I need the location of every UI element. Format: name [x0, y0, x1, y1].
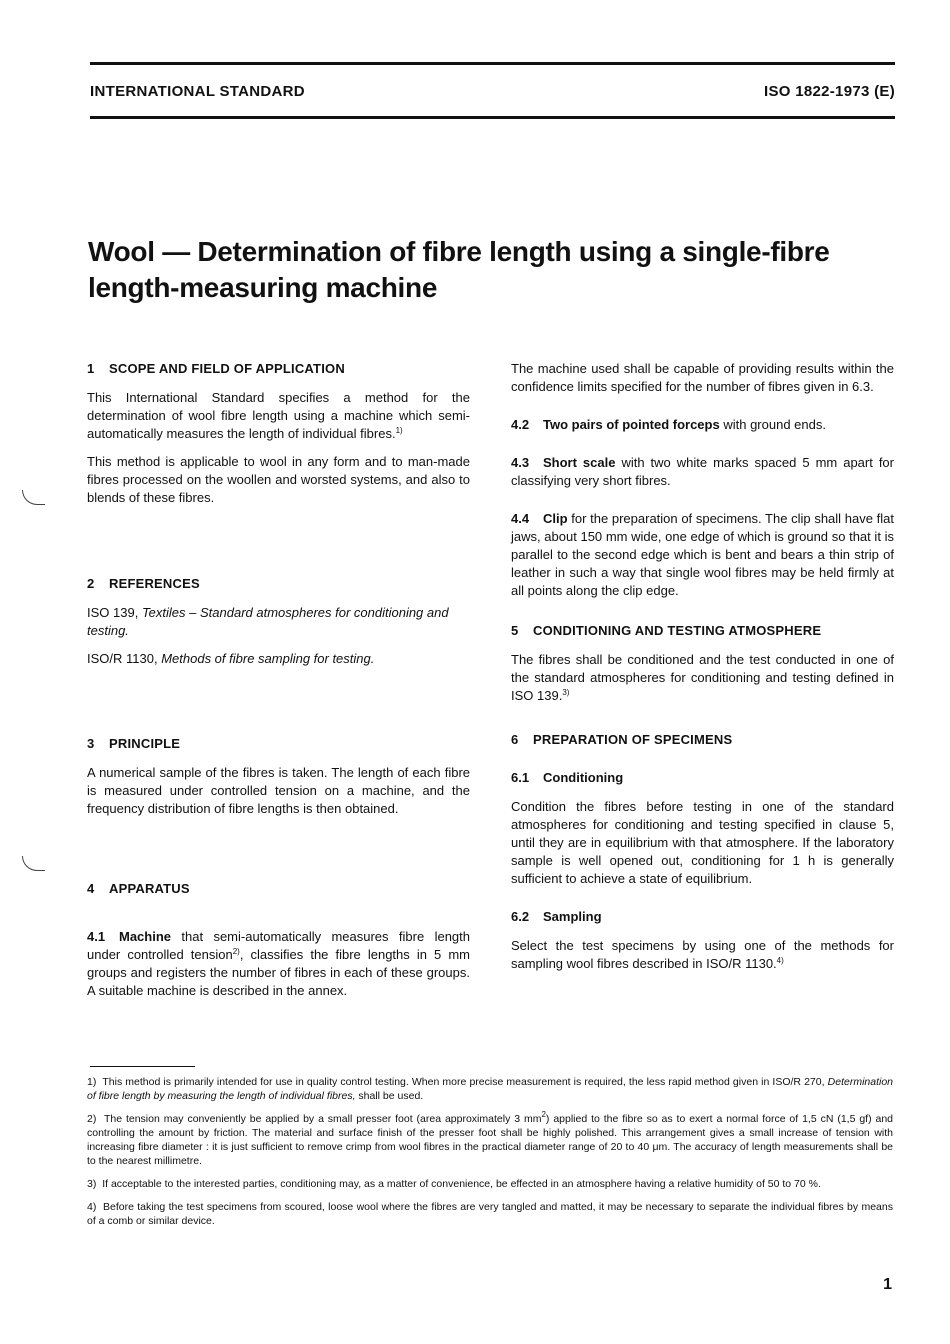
clause-4-3: 4.3 Short scale with two white marks spaced 5 mm apart for classifying very short fibres.: [511, 455, 894, 488]
clause-4-1: 4.1 Machine that semi-automatically measures fibre length under controlled tension$^{2)}$, classifies the fibre lengths in 5 mm groups and registers the number of fibres in each of these groups. A suitable machine is described in the annex.: [87, 929, 471, 998]
section-3-heading: 3 PRINCIPLE: [87, 736, 181, 751]
clause-4-4: 4.4 Clip for the preparation of specimens. The clip shall have flat jaws, about 150 mm wide, one edge of which is ground so that it is parallel to the second edge which is bent and bears a thin strip of leather in such a way that single wool fibres may be held firmly at all points along the clip edge.: [511, 511, 894, 598]
clause-6-2-paragraph: Select the test specimens by using one of the methods for sampling wool fibres described in ISO/R 1130.$^{4)}$: [511, 938, 894, 971]
section-1-paragraph-1: This International Standard specifies a method for the determination of wool fibre length using a machine which semi-automatically measures the length of individual fibres.$^{1)}$: [87, 390, 470, 441]
section-1-paragraph-2: This method is applicable to wool in any form and to man-made fibres processed on the woollen and worsted systems, and also to blends of these fibres.: [87, 454, 470, 505]
footnote-3: 3) If acceptable to the interested parties, conditioning may, as a matter of convenience, be effected in an atmosphere having a relative humidity of 50 to 70 %.: [87, 1178, 821, 1190]
standard-number: ISO 1822-1973 (E): [763, 83, 895, 100]
clause-6-2-heading: 6.2 Sampling: [511, 909, 602, 924]
footnote-4: 4) Before taking the test specimens from scoured, loose wool where the fibres are very tangled and matted, it may be necessary to separate the individual fibres by means of a comb or similar device.: [87, 1201, 893, 1227]
margin-mark: [22, 856, 45, 871]
document-title: [88, 234, 888, 306]
clause-6-1-paragraph: Condition the fibres before testing in one of the standard atmospheres for conditioning and testing specified in clause 5, until they are in equilibrium with that atmosphere. If the laboratory sample is well opened out, conditioning for 1 h is generally sufficient to achieve a state of equilibrium.: [511, 799, 894, 886]
clause-4-1-continued: The machine used shall be capable of providing results within the confidence limits specified for the number of fibres given in 6.3.: [511, 361, 894, 394]
left-column: [87, 360, 470, 1000]
footnotes: [87, 1075, 893, 1237]
footnote-ref-3: 3): [562, 688, 570, 697]
header-top-rule: [90, 62, 895, 65]
document-type-label: INTERNATIONAL STANDARD: [90, 83, 305, 100]
margin-mark: [22, 490, 45, 505]
section-2-heading: 2 REFERENCES: [87, 576, 200, 591]
header-bottom-rule: [90, 116, 895, 119]
reference-iso-139: ISO 139, Textiles – Standard atmospheres for conditioning and testing.: [87, 605, 449, 638]
reference-iso-r-1130: ISO/R 1130, Methods of fibre sampling for testing.: [87, 651, 375, 666]
footnote-separator: [90, 1066, 195, 1067]
section-5-heading: 5 CONDITIONING AND TESTING ATMOSPHERE: [511, 623, 822, 638]
footnote-ref-4: 4): [776, 956, 784, 965]
clause-6-1-heading: 6.1 Conditioning: [511, 770, 624, 785]
clause-4-2: 4.2 Two pairs of pointed forceps with ground ends.: [511, 417, 826, 432]
footnote-2: 2) The tension may conveniently be applied by a small presser foot (area approximately 3 $mm^2$) applied to the fibre so as to exert a normal force of 1,5 cN (1,5 gf) and controlling the amount by friction. The material and surface finish of the presser foot shall be highly polished. This arrangement gives a small increase of tension with increasing fibre diameter : it is just sufficient to remove crimp from wool fibres in the practical diameter range of 20 to 40 μm. The accuracy of length measurements shall be to the nearest millimetre.: [87, 1110, 893, 1167]
title-line-2: length-measuring machine: [88, 272, 438, 303]
section-1-heading: 1 SCOPE AND FIELD OF APPLICATION: [87, 361, 345, 376]
right-column: [511, 360, 894, 973]
footnote-1: 1) This method is primarily intended for use in quality control testing. When more precise measurement is required, the less rapid method given in ISO/R 270, Determination of fibre length by measuring the length of individual fibres, shall be used.: [87, 1076, 894, 1102]
footnote-ref-2: 2): [232, 947, 240, 956]
section-3-paragraph: A numerical sample of the fibres is taken. The length of each fibre is measured under controlled tension on a machine, and the frequency distribution of fibre lengths is then obtained.: [87, 765, 470, 816]
title-line-1: Wool — Determination of fibre length using a single-fibre: [88, 236, 830, 267]
page-number: 1: [883, 1276, 892, 1293]
section-4-heading: 4 APPARATUS: [87, 881, 190, 896]
section-5-paragraph: The fibres shall be conditioned and the test conducted in one of the standard atmospheres for conditioning and testing defined in ISO 139.$^{3)}$: [511, 652, 894, 703]
footnote-ref-1: 1): [395, 426, 403, 435]
section-6-heading: 6 PREPARATION OF SPECIMENS: [511, 732, 733, 747]
